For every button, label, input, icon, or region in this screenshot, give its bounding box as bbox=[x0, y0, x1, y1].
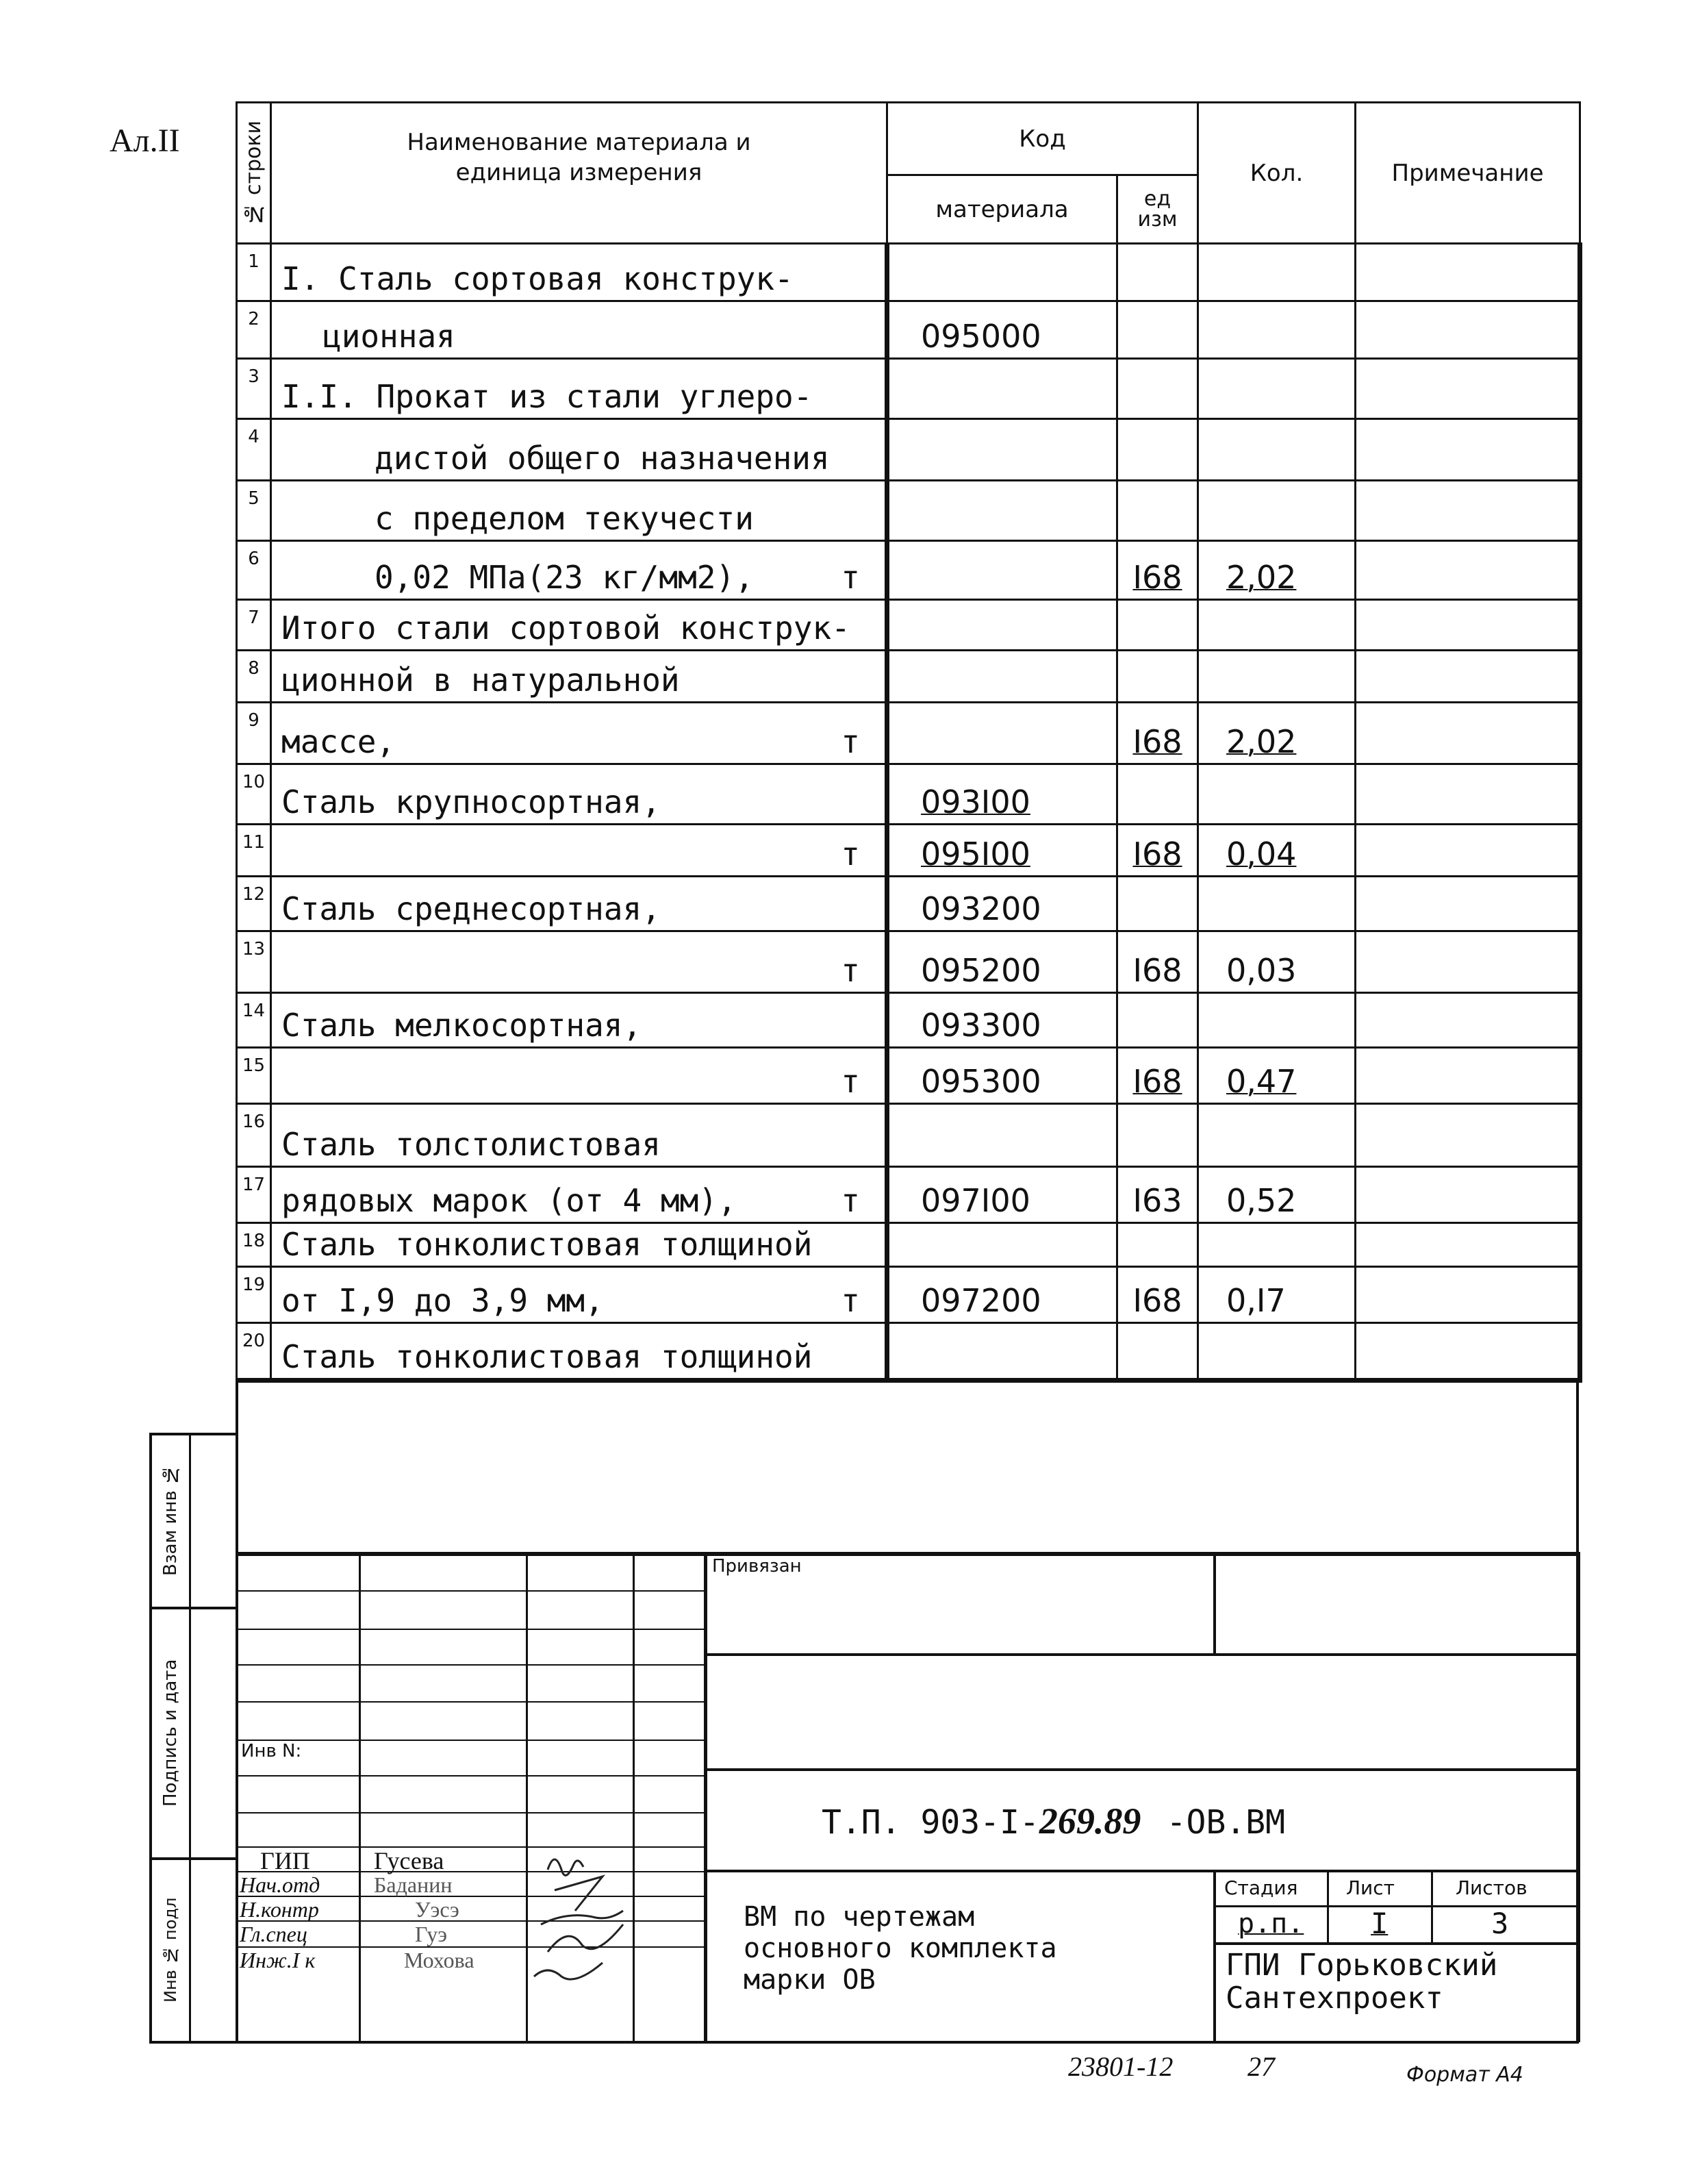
name-3: Уэсэ bbox=[415, 1897, 459, 1922]
table-row bbox=[237, 1223, 1580, 1267]
note bbox=[1356, 419, 1580, 481]
note bbox=[1356, 1323, 1580, 1381]
role-chief-spec: Гл.спец bbox=[240, 1922, 307, 1946]
name-4: Гуэ bbox=[415, 1922, 448, 1946]
quantity: 0,04 bbox=[1198, 825, 1356, 877]
quantity bbox=[1198, 1223, 1356, 1267]
row-number: 2 bbox=[237, 301, 271, 359]
quantity bbox=[1198, 764, 1356, 825]
material-code: 093200 bbox=[887, 877, 1117, 931]
row-number: 17 bbox=[237, 1167, 271, 1223]
note bbox=[1356, 1104, 1580, 1167]
material-code: 095000 bbox=[887, 301, 1117, 359]
sign-date-label: Подпись и дата bbox=[160, 1659, 181, 1807]
table-row bbox=[237, 877, 1580, 931]
row-number: 14 bbox=[237, 993, 271, 1048]
row-number: 5 bbox=[237, 481, 271, 541]
row-number: 18 bbox=[237, 1223, 271, 1267]
quantity bbox=[1198, 1323, 1356, 1381]
material-name: массе, т bbox=[271, 703, 887, 764]
material-code: 095I00 bbox=[887, 825, 1117, 877]
table-row bbox=[237, 931, 1580, 993]
role-norm-control: Н.контр bbox=[240, 1897, 319, 1922]
role-gip: ГИП bbox=[260, 1847, 310, 1874]
material-code bbox=[887, 541, 1117, 600]
unit-code: I68 bbox=[1117, 1267, 1198, 1323]
note bbox=[1356, 301, 1580, 359]
privyazan-label: Привязан bbox=[712, 1556, 802, 1577]
material-code: 093300 bbox=[887, 993, 1117, 1048]
unit-code bbox=[1117, 1323, 1198, 1381]
material-name: Сталь крупносортная, bbox=[271, 764, 887, 825]
unit-code: I68 bbox=[1117, 541, 1198, 600]
row-number: 10 bbox=[237, 764, 271, 825]
row-number: 4 bbox=[237, 419, 271, 481]
material-name: ционной в натуральной bbox=[271, 651, 887, 703]
material-name: I. Сталь сортовая конструк- bbox=[271, 244, 887, 301]
material-name: Сталь мелкосортная, bbox=[271, 993, 887, 1048]
row-number: 3 bbox=[237, 359, 271, 419]
role-engineer: Инж.I к bbox=[240, 1948, 316, 1972]
role-head-dept: Нач.отд bbox=[240, 1872, 320, 1897]
row-number: 13 bbox=[237, 931, 271, 993]
material-code: 095200 bbox=[887, 931, 1117, 993]
organization: ГПИ Горьковский Сантехпроект bbox=[1226, 1948, 1498, 2016]
material-code bbox=[887, 1323, 1117, 1381]
document-code: Т.П. 903-I-269.89 -ОВ.ВМ bbox=[822, 1800, 1286, 1842]
stage-label: Стадия bbox=[1224, 1877, 1298, 1899]
stage-value: р.п. bbox=[1238, 1908, 1304, 1940]
row-number: 19 bbox=[237, 1267, 271, 1323]
material-name: ционная bbox=[271, 301, 887, 359]
row-number: 16 bbox=[237, 1104, 271, 1167]
table-row bbox=[237, 419, 1580, 481]
quantity bbox=[1198, 419, 1356, 481]
note bbox=[1356, 1167, 1580, 1223]
note bbox=[1356, 1223, 1580, 1267]
name-5: Мохова bbox=[404, 1948, 474, 1972]
table-row bbox=[237, 764, 1580, 825]
table-row bbox=[237, 359, 1580, 419]
note bbox=[1356, 993, 1580, 1048]
quantity: 0,52 bbox=[1198, 1167, 1356, 1223]
unit-code bbox=[1117, 244, 1198, 301]
material-code bbox=[887, 359, 1117, 419]
material-code bbox=[887, 1223, 1117, 1267]
row-number: 7 bbox=[237, 600, 271, 651]
sheet-no-value: I bbox=[1371, 1907, 1389, 1940]
note bbox=[1356, 1048, 1580, 1104]
quantity bbox=[1198, 481, 1356, 541]
material-name: от I,9 до 3,9 мм, т bbox=[271, 1267, 887, 1323]
quantity bbox=[1198, 877, 1356, 931]
table-row bbox=[237, 1048, 1580, 1104]
material-name: Итого стали сортовой конструк- bbox=[271, 600, 887, 651]
unit-t: т bbox=[841, 836, 860, 873]
unit-code bbox=[1117, 1104, 1198, 1167]
note bbox=[1356, 877, 1580, 931]
footer-number: 23801-12 bbox=[1068, 2051, 1174, 2082]
unit-t: т bbox=[841, 952, 860, 989]
note bbox=[1356, 600, 1580, 651]
material-code: 095300 bbox=[887, 1048, 1117, 1104]
row-number: 15 bbox=[237, 1048, 271, 1104]
note bbox=[1356, 244, 1580, 301]
material-code bbox=[887, 651, 1117, 703]
sheets-total-value: 3 bbox=[1491, 1907, 1509, 1940]
row-number: 6 bbox=[237, 541, 271, 600]
quantity: 2,02 bbox=[1198, 541, 1356, 600]
unit-code: I68 bbox=[1117, 825, 1198, 877]
header-qty: Кол. bbox=[1198, 103, 1356, 244]
quantity bbox=[1198, 600, 1356, 651]
inv-no-label: Инв N: bbox=[241, 1741, 302, 1761]
material-code: 093I00 bbox=[887, 764, 1117, 825]
material-name: с пределом текучести bbox=[271, 481, 887, 541]
table-row bbox=[237, 703, 1580, 764]
unit-code bbox=[1117, 993, 1198, 1048]
quantity bbox=[1198, 301, 1356, 359]
table-row bbox=[237, 825, 1580, 877]
document-description: ВМ по чертежам основного комплекта марки ОВ bbox=[744, 1901, 1057, 1996]
quantity: 0,I7 bbox=[1198, 1267, 1356, 1323]
footer-page: 27 bbox=[1247, 2051, 1275, 2082]
material-name bbox=[271, 825, 887, 877]
replace-inv-label: Взам инв № bbox=[160, 1464, 181, 1577]
material-name: рядовых марок (от 4 мм), т bbox=[271, 1167, 887, 1223]
unit-t: т bbox=[841, 1063, 860, 1100]
table-row bbox=[237, 1104, 1580, 1167]
row-number: 1 bbox=[237, 244, 271, 301]
unit-code bbox=[1117, 1223, 1198, 1267]
material-code bbox=[887, 419, 1117, 481]
note bbox=[1356, 931, 1580, 993]
unit-code: I68 bbox=[1117, 931, 1198, 993]
table-row bbox=[237, 301, 1580, 359]
material-name: Сталь толстолистовая bbox=[271, 1104, 887, 1167]
header-material: материала bbox=[887, 175, 1117, 244]
material-code bbox=[887, 600, 1117, 651]
material-name: Сталь среднесортная, bbox=[271, 877, 887, 931]
table-row bbox=[237, 1323, 1580, 1381]
material-name bbox=[271, 931, 887, 993]
header-unit: ед изм bbox=[1117, 175, 1198, 244]
row-number: 12 bbox=[237, 877, 271, 931]
unit-code bbox=[1117, 301, 1198, 359]
unit-code: I68 bbox=[1117, 703, 1198, 764]
table-row bbox=[237, 1267, 1580, 1323]
note bbox=[1356, 764, 1580, 825]
specification-table bbox=[236, 101, 1582, 1383]
material-name: I.I. Прокат из стали углеро- bbox=[271, 359, 887, 419]
material-name bbox=[271, 1048, 887, 1104]
material-code bbox=[887, 481, 1117, 541]
row-number: 11 bbox=[237, 825, 271, 877]
unit-code bbox=[1117, 419, 1198, 481]
note bbox=[1356, 541, 1580, 600]
sheets-total-label: Листов bbox=[1456, 1877, 1528, 1899]
material-code bbox=[887, 703, 1117, 764]
unit-code: I68 bbox=[1117, 1048, 1198, 1104]
unit-code bbox=[1117, 600, 1198, 651]
table-row bbox=[237, 993, 1580, 1048]
note bbox=[1356, 703, 1580, 764]
unit-t: т bbox=[841, 723, 860, 760]
note bbox=[1356, 651, 1580, 703]
header-note: Примечание bbox=[1356, 103, 1580, 244]
quantity bbox=[1198, 993, 1356, 1048]
quantity: 0,03 bbox=[1198, 931, 1356, 993]
quantity bbox=[1198, 359, 1356, 419]
unit-code bbox=[1117, 764, 1198, 825]
unit-code bbox=[1117, 359, 1198, 419]
unit-t: т bbox=[841, 559, 860, 596]
signature-scribbles bbox=[527, 1842, 634, 2042]
material-name: дистой общего назначения bbox=[271, 419, 887, 481]
note bbox=[1356, 481, 1580, 541]
table-row bbox=[237, 541, 1580, 600]
table-row bbox=[237, 1167, 1580, 1223]
header-code: Код bbox=[887, 103, 1198, 175]
unit-code: I63 bbox=[1117, 1167, 1198, 1223]
inv-orig-label: Инв № подл bbox=[161, 1897, 180, 2003]
row-number: 20 bbox=[237, 1323, 271, 1381]
material-name: 0,02 МПа(23 кг/мм2), т bbox=[271, 541, 887, 600]
footer-format: Формат А4 bbox=[1406, 2063, 1523, 2087]
quantity: 0,47 bbox=[1198, 1048, 1356, 1104]
header-row-no: № строки bbox=[237, 103, 271, 244]
header-name: Наименование материала и единица измерения bbox=[271, 103, 887, 244]
name-1: Гусева bbox=[374, 1847, 444, 1874]
unit-code bbox=[1117, 481, 1198, 541]
quantity bbox=[1198, 244, 1356, 301]
material-name: Сталь тонколистовая толщиной bbox=[271, 1223, 887, 1267]
name-2: Баданин bbox=[374, 1872, 453, 1897]
material-name: Сталь тонколистовая толщиной bbox=[271, 1323, 887, 1381]
table-row bbox=[237, 244, 1580, 301]
quantity: 2,02 bbox=[1198, 703, 1356, 764]
note bbox=[1356, 359, 1580, 419]
sheet-label: Ал.II bbox=[110, 123, 180, 159]
table-row bbox=[237, 481, 1580, 541]
table-row bbox=[237, 600, 1580, 651]
unit-code bbox=[1117, 651, 1198, 703]
quantity bbox=[1198, 1104, 1356, 1167]
material-code: 097200 bbox=[887, 1267, 1117, 1323]
unit-t: т bbox=[841, 1182, 860, 1219]
material-code bbox=[887, 1104, 1117, 1167]
material-code bbox=[887, 244, 1117, 301]
note bbox=[1356, 1267, 1580, 1323]
unit-t: т bbox=[841, 1282, 860, 1319]
quantity bbox=[1198, 651, 1356, 703]
row-number: 9 bbox=[237, 703, 271, 764]
sheet-no-label: Лист bbox=[1346, 1877, 1395, 1899]
unit-code bbox=[1117, 877, 1198, 931]
table-row bbox=[237, 651, 1580, 703]
material-code: 097I00 bbox=[887, 1167, 1117, 1223]
note bbox=[1356, 825, 1580, 877]
row-number: 8 bbox=[237, 651, 271, 703]
